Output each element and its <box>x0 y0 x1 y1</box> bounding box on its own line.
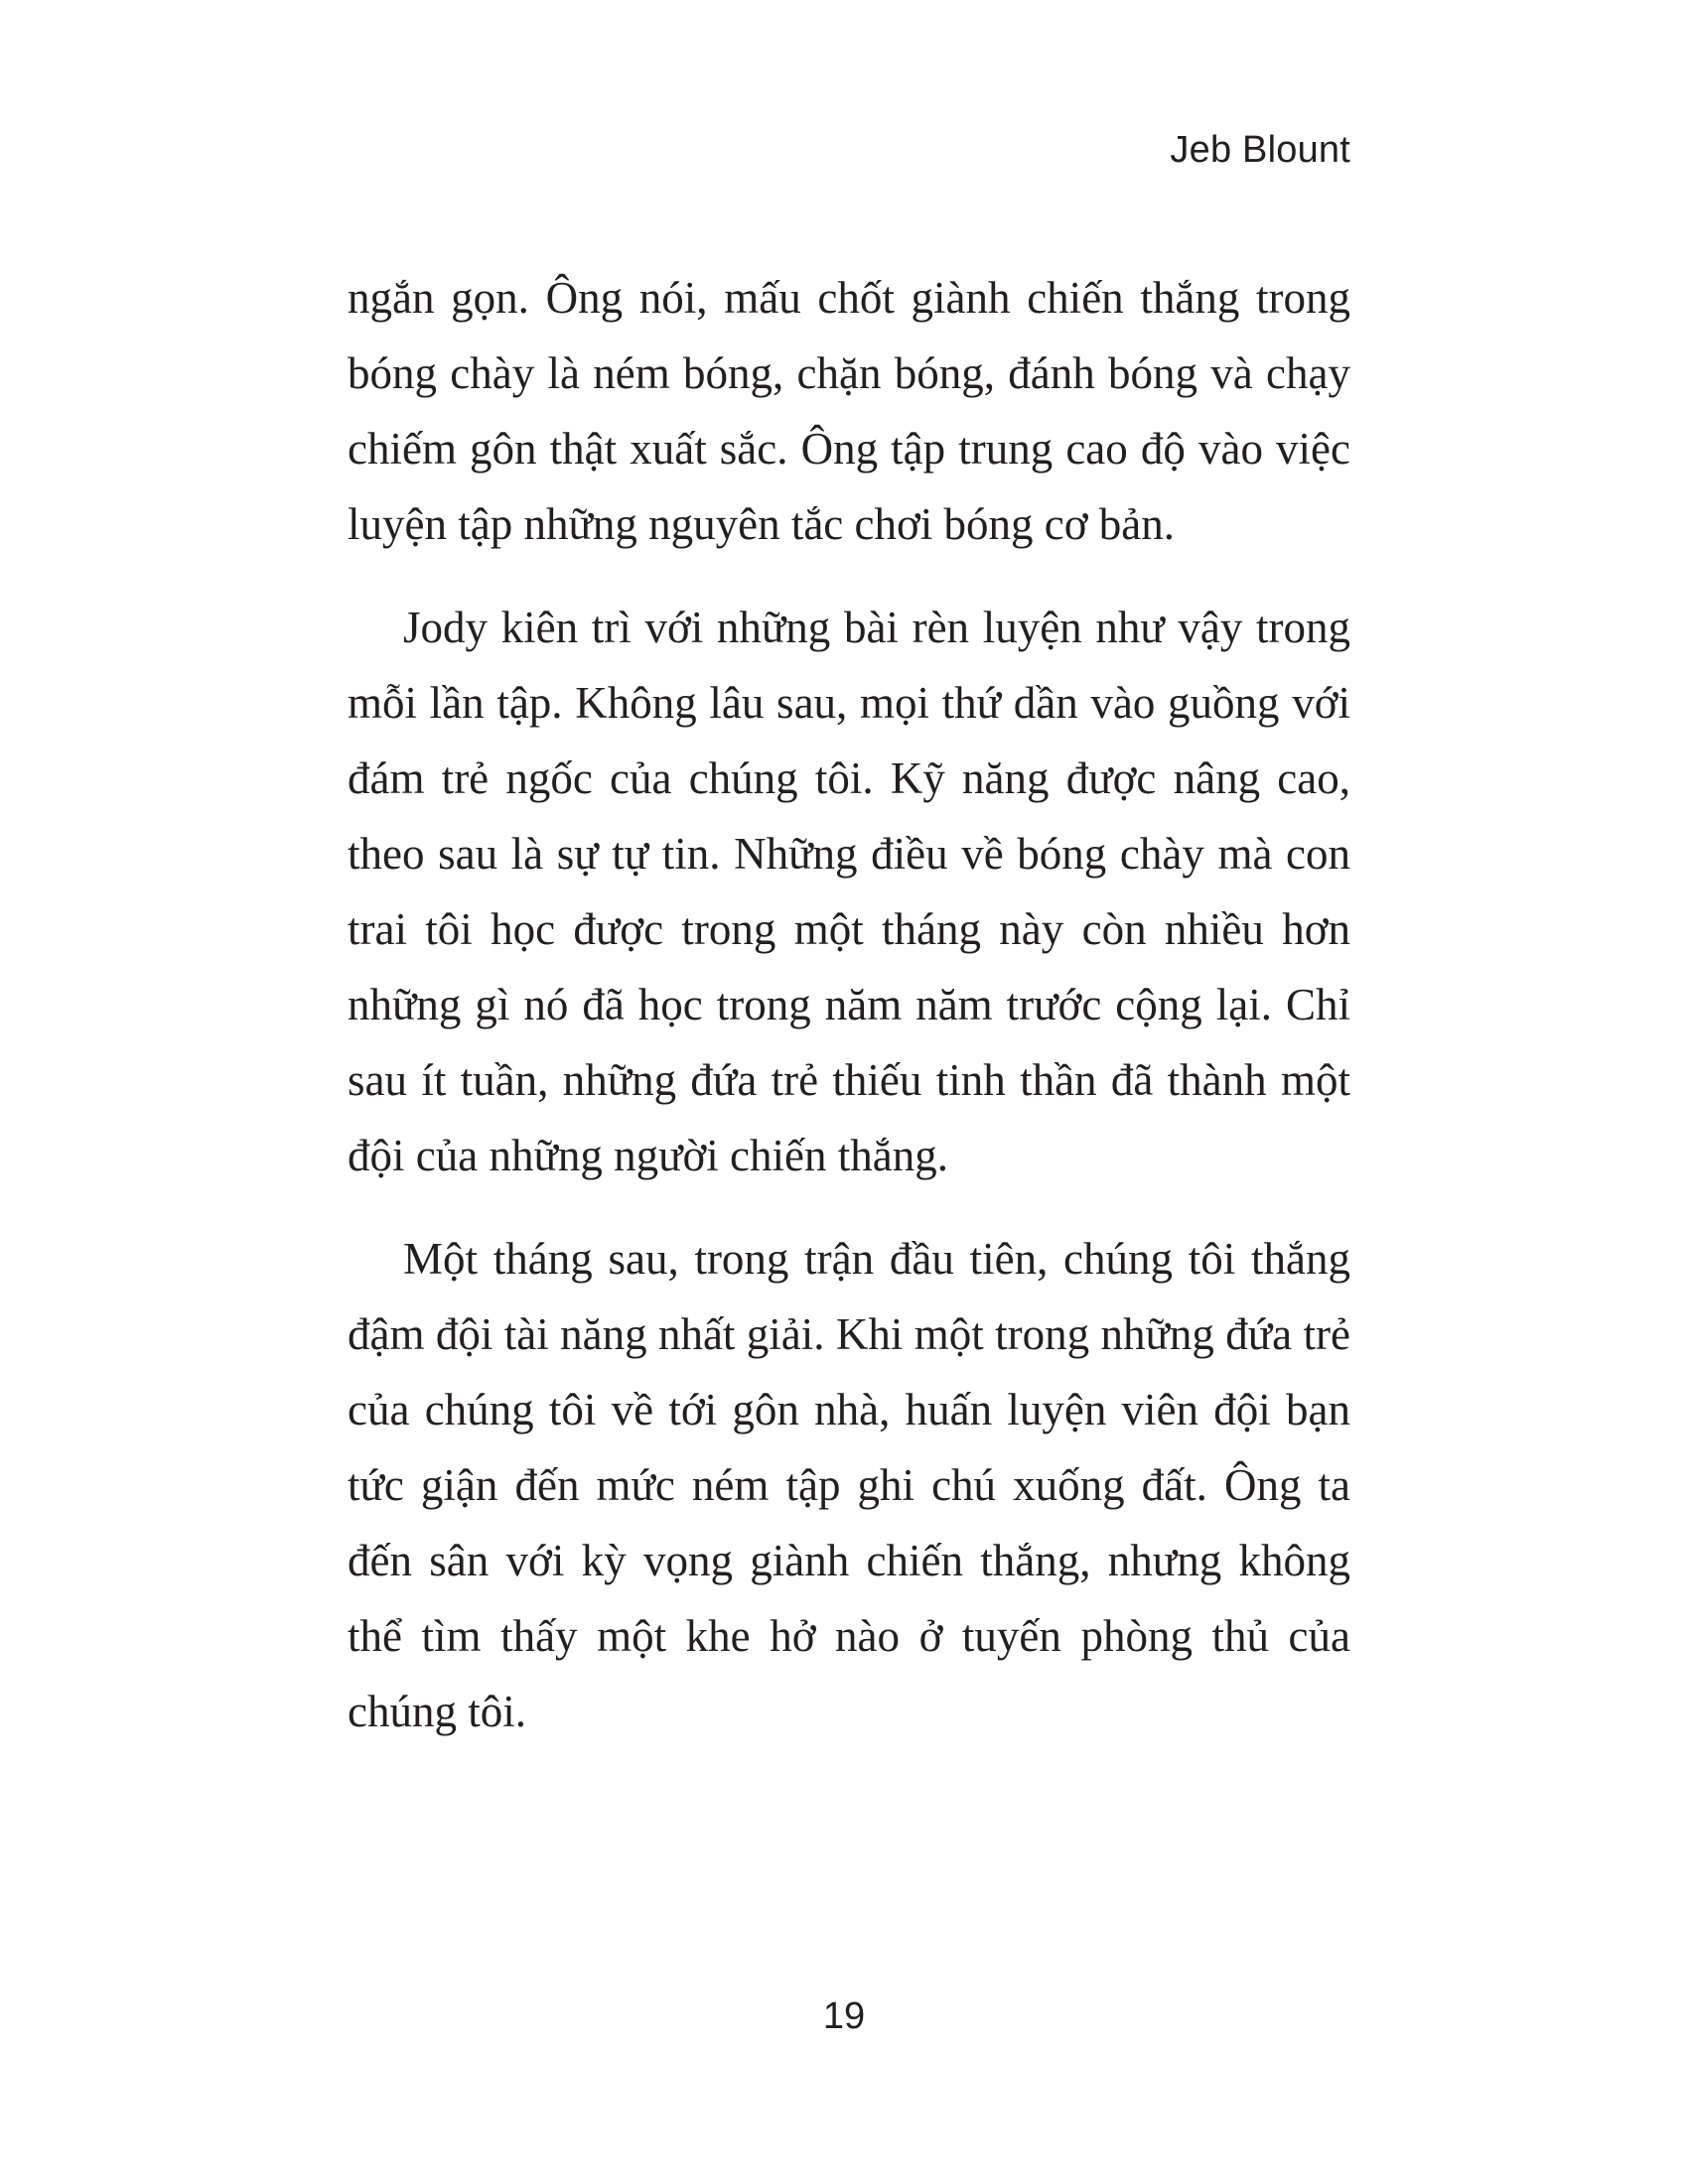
paragraph: Jody kiên trì với những bài rèn luyện như vậy trong mỗi lần tập. Không lâu sau, mọi thứ dần vào guồng với đám trẻ ngốc của chúng tôi. Kỹ năng được nâng cao, theo sau là sự tự tin. Những điều về bóng chày mà con trai tôi học được trong một tháng này còn nhiều hơn những gì nó đã học trong năm năm trước cộng lại. Chỉ sau ít tuần, những đứa trẻ thiếu tinh thần đã thành một đội của những người chiến thắng. <box>348 603 1350 1180</box>
paragraph: Một tháng sau, trong trận đầu tiên, chúng tôi thắng đậm đội tài năng nhất giải. Khi một trong những đứa trẻ của chúng tôi về tới gôn nhà, huấn luyện viên đội bạn tức giận đến mức ném tập ghi chú xuống đất. Ông ta đến sân với kỳ vọng giành chiến thắng, nhưng không thể tìm thấy một khe hở nào ở tuyến phòng thủ của chúng tôi. <box>348 1234 1350 1736</box>
page-number: 19 <box>822 1995 866 2037</box>
running-header-author: Jeb Blount <box>1170 129 1350 171</box>
body-text <box>348 260 1350 1777</box>
paragraph-continuation: ngắn gọn. Ông nói, mấu chốt giành chiến thắng trong bóng chày là ném bóng, chặn bóng, đánh bóng và chạy chiếm gôn thật xuất sắc. Ông tập trung cao độ vào việc luyện tập những nguyên tắc chơi bóng cơ bản. <box>348 273 1350 549</box>
